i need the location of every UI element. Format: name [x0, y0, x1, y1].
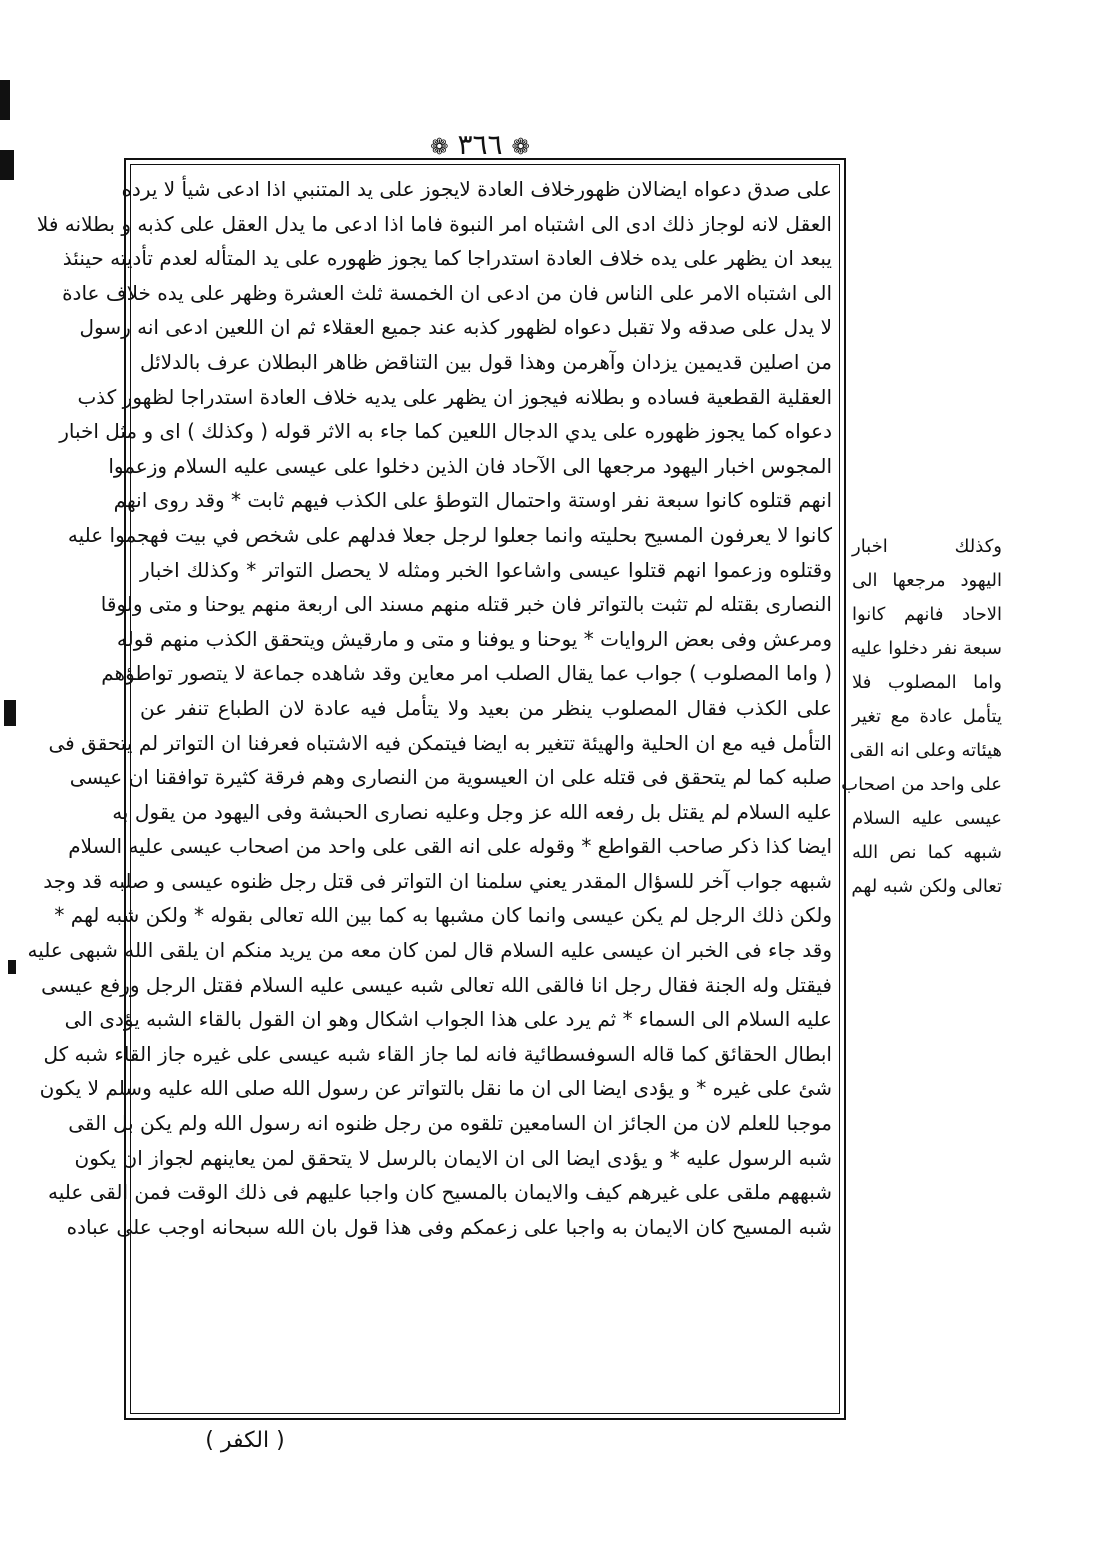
scan-edge-mark	[0, 150, 14, 180]
text-line: وقد جاء فى الخبر ان عيسى عليه السلام قال لمن كان معه من يريد منكم ان يلقى الله شبهى عليه	[27, 938, 832, 963]
text-line: انهم قتلوه كانوا سبعة نفر اوستة واحتمال التوطؤ على الكذب فيهم ثابت * وقد روى انهم	[113, 488, 832, 513]
margin-note-line: على واحد من اصحاب	[841, 774, 1002, 795]
margin-note-line: وكذلك اخبار	[852, 536, 1002, 557]
page-number-value: ٣٦٦	[457, 128, 503, 161]
ornament-right-icon: ❁	[511, 135, 530, 160]
text-line: شبهه جواب آخر للسؤال المقدر يعني سلمنا ان التواتر فى قتل رجل ظنوه عيسى و صلبه قد وجد	[43, 868, 832, 893]
text-line: ولكن ذلك الرجل لم يكن عيسى وانما كان مشبها به كما بين الله تعالى بقوله * ولكن شبه لهم *	[54, 903, 832, 928]
text-line: من اصلين قديمين يزدان وآهرمن وهذا قول بين التناقض ظاهر البطلان عرف بالدلائل	[140, 349, 832, 374]
text-line: دعواه كما يجوز ظهوره على يدي الدجال اللعين كما جاء به الاثر قوله ( وكذلك ) اى و مثل اخبار	[59, 419, 832, 444]
main-text-block	[27, 172, 832, 1407]
text-line: على صدق دعواه ايضالان ظهورخلاف العادة لايجوز على يد المتنبي اذا ادعى شيأ لا يرده	[121, 177, 832, 201]
margin-note-line: سبعة نفر دخلوا عليه	[850, 638, 1002, 659]
text-line: شبههم ملقى على غيرهم كيف والايمان بالمسيح كان واجبا عليهم فى ذلك الوقت فمن القى عليه	[47, 1180, 832, 1205]
text-line: عليه السلام الى السماء * ثم يرد على هذا الجواب اشكال وهو ان القول بالقاء الشبه يؤدى الى	[64, 1007, 832, 1032]
margin-note-line: واما المصلوب فلا	[852, 672, 1002, 693]
text-line: المجوس اخبار اليهود مرجعها الى الآحاد فان الذين دخلوا على عيسى عليه السلام وزعموا	[108, 453, 832, 478]
text-line: يبعد ان يظهر على يده خلاف العادة استدراجا كما يجوز ظهوره على يد المتأله لعدم تأديته حينئذ	[62, 246, 832, 271]
margin-note-line: الاحاد فانهم كانوا	[852, 604, 1002, 625]
scan-edge-mark	[4, 700, 16, 726]
text-line: الى اشتباه الامر على الناس فان من ادعى ان الخمسة ثلث العشرة وظهر على يده خلاف عادة	[62, 280, 832, 305]
margin-note-line: عيسى عليه السلام	[852, 808, 1002, 829]
text-line: ابطال الحقائق كما قاله السوفسطائية فانه لما جاز القاء شبه عيسى على غيره جاز القاء شبه كل	[43, 1041, 832, 1066]
text-line: ايضا كذا ذكر صاحب القواطع * وقوله على انه القى على واحد من اصحاب عيسى عليه السلام	[68, 834, 832, 859]
text-line: موجبا للعلم لان من الجائز ان السامعين تلقوه من رجل ظنوه انه رسول الله ولم يكن بل القى	[68, 1111, 832, 1136]
text-line: فيقتل وله الجنة فقال رجل انا فالقى الله تعالى شبه عيسى عليه السلام فقتل الرجل ورفع عيسى	[41, 972, 832, 997]
catchword: ( الكفر )	[205, 1428, 285, 1453]
text-line: وقتلوه وزعموا انهم قتلوا عيسى واشاعوا الخبر ومثله لا يحصل التواتر * وكذلك اخبار	[140, 557, 832, 582]
margin-note-line: اليهود مرجعها الى	[852, 570, 1002, 591]
scan-edge-mark	[0, 80, 10, 120]
text-line: كانوا لا يعرفون المسيح بحليته وانما جعلوا لرجل جعلا فدلهم على شخص في بيت فهجموا عليه	[67, 522, 832, 547]
margin-note	[841, 530, 1002, 904]
text-line: على الكذب فقال المصلوب ينظر من بعيد ولا يتأمل فيه عادة لان الطباع تنفر عن	[140, 695, 832, 720]
ornament-left-icon: ❁	[430, 135, 449, 160]
text-line: العقلية القطعية فساده و بطلانه فيجوز ان يظهر على يديه خلاف العادة استدراجا لظهور كذب	[77, 384, 832, 409]
text-line: ومرعش وفى بعض الروايات * يوحنا و يوفنا و متى و مارقيش ويتحقق الكذب منهم قوله	[116, 626, 832, 651]
text-line: ( واما المصلوب ) جواب عما يقال الصلب امر معاين وقد شاهده جماعة لا يتصور تواطؤهم	[101, 661, 832, 686]
text-line: النصارى بقتله لم تثبت بالتواتر فان خبر قتله منهم مسند الى اربعة منهم يوحنا و متى ولوقا	[100, 592, 832, 617]
margin-note-line: شبهه كما نص الله	[852, 842, 1002, 863]
text-line: شئ على غيره * و يؤدى ايضا الى ان ما نقل بالتواتر عن رسول الله صلى الله عليه وسلم لا يكون	[39, 1076, 832, 1101]
text-line: التأمل فيه مع ان الحلية والهيئة تتغير به ايضا فيتمكن فيه الاشتباه فعرفنا ان التواتر لم يتحقق فى	[48, 730, 832, 755]
text-line: العقل لانه لوجاز ذلك ادى الى اشتباه امر النبوة فاما اذا ادعى ما يدل العقل على كذبه و بطلانه فلا	[36, 211, 832, 236]
margin-note-line: تعالى ولكن شبه لهم	[851, 876, 1002, 897]
margin-note-line: يتأمل عادة مع تغير	[852, 706, 1002, 727]
text-line: عليه السلام لم يقتل بل رفعه الله عز وجل وعليه نصارى الحبشة وفى اليهود من يقول به	[112, 799, 832, 824]
margin-note-line: هيئاته وعلى انه القى	[849, 740, 1002, 761]
text-line: شبه المسيح كان الايمان به واجبا على زعمكم وفى هذا قول بان الله سبحانه اوجب على عباده	[66, 1214, 832, 1239]
text-line: شبه الرسول عليه * و يؤدى ايضا الى ان الايمان بالرسل لا يتحقق لمن يعاينهم لجواز ان يكون	[74, 1145, 832, 1170]
text-line: صلبه كما لم يتحقق فى قتله على ان العيسوية من النصارى وهم فرقة كثيرة توافقنا ان عيسى	[69, 765, 832, 790]
text-line: لا يدل على صدقه ولا تقبل دعواه لظهور كذبه عند جميع العقلاء ثم ان اللعين ادعى انه رسول	[79, 315, 832, 340]
scan-edge-mark	[8, 960, 16, 974]
